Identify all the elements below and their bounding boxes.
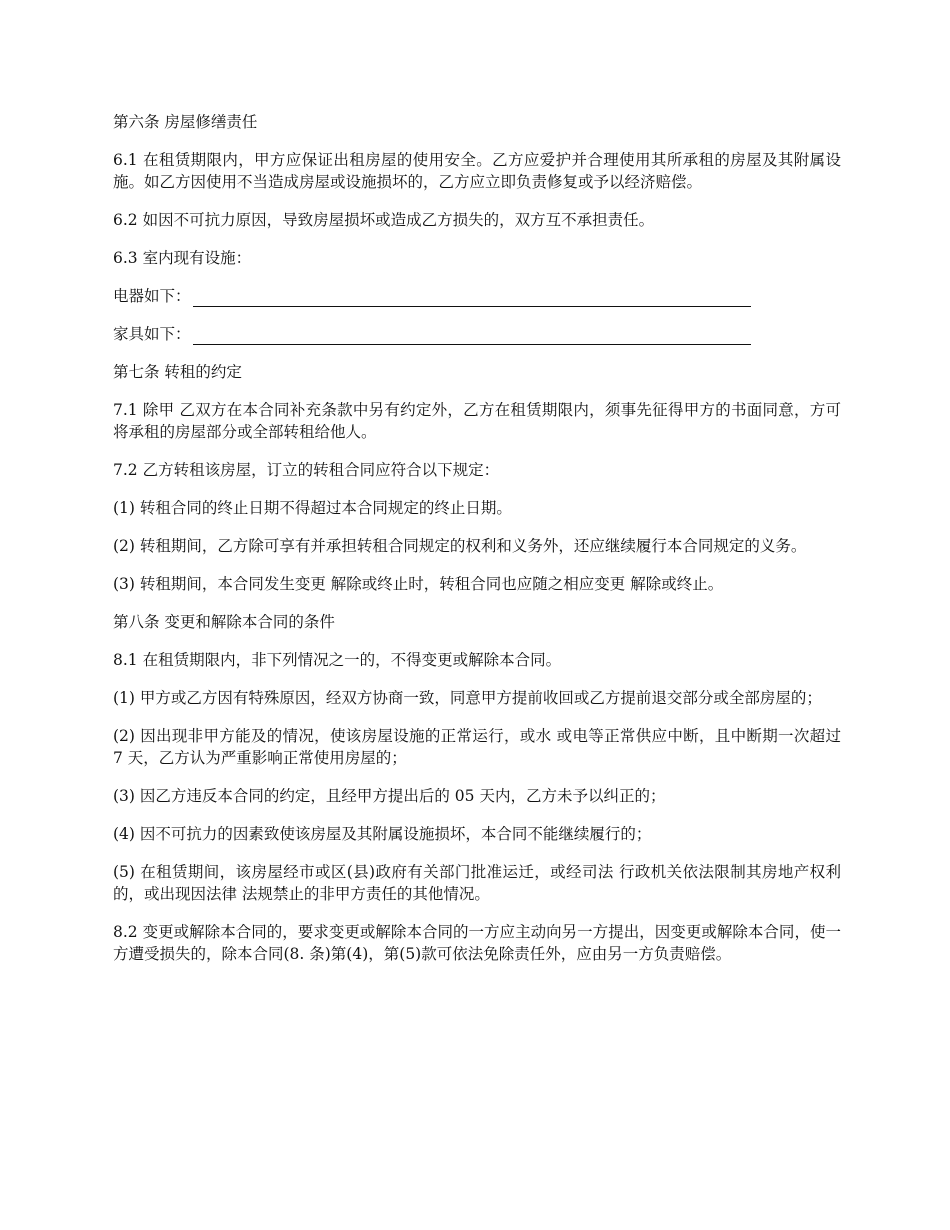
clause-8-2: 8.2 变更或解除本合同的，要求变更或解除本合同的一方应主动向另一方提出，因变更或解除本合同，使一方遭受损失的，除本合同(8. 条)第(4)，第(5)款可依法免除责任外，应由另一方负责赔偿。 [113,923,841,963]
clause-7-2: 7.2 乙方转租该房屋，订立的转租合同应符合以下规定： [113,461,500,479]
clause-7-1: 7.1 除甲 乙双方在本合同补充条款中另有约定外，乙方在租赁期限内，须事先征得甲方的书面同意，方可将承租的房屋部分或全部转租给他人。 [113,401,841,441]
furniture-label: 家具如下： [113,325,191,343]
clause-8-1-item-2: (2) 因出现非甲方能及的情况，使该房屋设施的正常运行，或水 或电等正常供应中断，且中断期一次超过 7 天，乙方认为严重影响正常使用房屋的； [113,727,841,767]
clause-7-2-item-3: (3) 转租期间，本合同发生变更 解除或终止时，转租合同也应随之相应变更 解除或终止。 [113,575,724,593]
appliances-label: 电器如下： [113,287,191,305]
clause-7-2-item-2: (2) 转租期间，乙方除可享有并承担转租合同规定的权利和义务外，还应继续履行本合同规定的义务。 [113,537,807,555]
clause-6-1: 6.1 在租赁期限内，甲方应保证出租房屋的使用安全。乙方应爱护并合理使用其所承租的房屋及其附属设施。如乙方因使用不当造成房屋或设施损坏的，乙方应立即负责修复或予以经济赔偿。 [113,151,841,191]
clause-8-1: 8.1 在租赁期限内，非下列情况之一的，不得变更或解除本合同。 [113,651,562,669]
clause-8-1-item-1: (1) 甲方或乙方因有特殊原因，经双方协商一致，同意甲方提前收回或乙方提前退交部分或全部房屋的； [113,689,822,707]
section-heading-7: 第七条 转租的约定 [113,363,242,381]
section-heading-6: 第六条 房屋修缮责任 [113,113,258,131]
clause-8-1-item-4: (4) 因不可抗力的因素致使该房屋及其附属设施损坏，本合同不能继续履行的； [113,825,652,843]
clause-6-2: 6.2 如因不可抗力原因，导致房屋损坏或造成乙方损失的，双方互不承担责任。 [113,211,655,229]
clause-6-3: 6.3 室内现有设施： [113,249,252,267]
clause-7-2-item-1: (1) 转租合同的终止日期不得超过本合同规定的终止日期。 [113,499,512,517]
document-page [113,111,841,981]
appliances-blank-line [193,288,751,307]
appliances-fill-row [113,285,841,307]
clause-8-1-item-5: (5) 在租赁期间，该房屋经市或区(县)政府有关部门批准运迁，或经司法 行政机关依法限制其房地产权利的，或出现因法律 法规禁止的非甲方责任的其他情况。 [113,863,841,903]
section-heading-8: 第八条 变更和解除本合同的条件 [113,613,335,631]
furniture-blank-line [193,326,751,345]
clause-8-1-item-3: (3) 因乙方违反本合同的约定，且经甲方提出后的 05 天内，乙方未予以纠正的； [113,787,666,805]
furniture-fill-row [113,323,841,345]
